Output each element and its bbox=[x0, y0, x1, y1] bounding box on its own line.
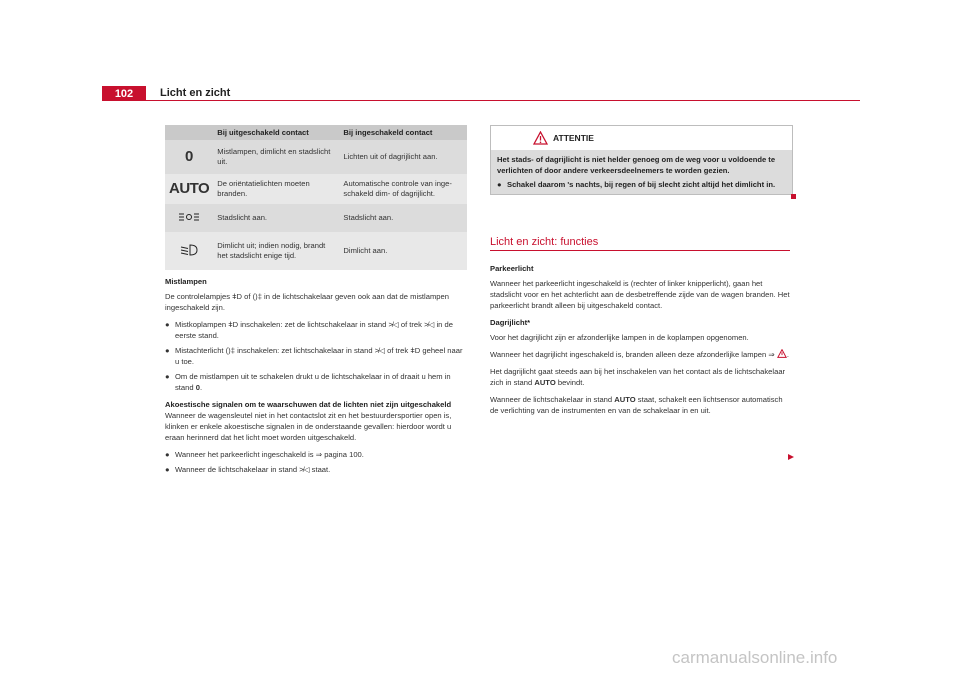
dipped-beam-icon: ǂD bbox=[410, 346, 421, 355]
warning-header bbox=[491, 126, 792, 150]
header-divider bbox=[146, 100, 860, 101]
section-end-marker bbox=[791, 194, 796, 199]
switch-off-symbol: 0 bbox=[195, 383, 200, 392]
warning-triangle-icon bbox=[777, 349, 787, 358]
dipped-beam-icon bbox=[165, 232, 213, 270]
warning-triangle-icon bbox=[533, 131, 548, 145]
table-cell-off: Dimlicht uit; indien nodig, brandt het stadslicht enige tijd. bbox=[213, 232, 339, 270]
page-number: 102 bbox=[102, 86, 146, 101]
bullet-rear-fog: ● Mistachterlicht ()‡ inschakelen: zet lichtschakelaar in stand ≯◁ of trek ǂD geheel naar u toe. bbox=[165, 346, 463, 366]
park-heading: Parkeerlicht bbox=[490, 264, 534, 273]
functions-body bbox=[490, 263, 792, 416]
table-cell-off: De oriëntatielichten moeten branden. bbox=[213, 174, 339, 204]
left-column bbox=[165, 125, 467, 475]
switch-auto-symbol: AUTO bbox=[534, 378, 556, 387]
side-light-icon: ≯◁ bbox=[299, 465, 310, 474]
light-switch-table bbox=[165, 125, 467, 270]
table-cell-on: Lichten uit of dagrijlicht aan. bbox=[339, 140, 467, 174]
table-cell-on: Automatische controle van ingeschakeld dim- of dagrijlicht. bbox=[339, 174, 467, 204]
table-row bbox=[165, 140, 467, 174]
watermark: carmanualsonline.info bbox=[672, 648, 838, 667]
day-text-2: Wanneer het dagrijlicht ingeschakeld is, branden alleen deze afzonderlijke lampen ⇒ . bbox=[490, 350, 789, 359]
table-cell-off: Stadslicht aan. bbox=[213, 204, 339, 232]
park-text: Wanneer het parkeerlicht ingeschakeld is (rechter of linker knipperlicht), gaan het stadslicht voor en het achterlicht aan de desbetreffende zijde van de wagen branden. Het parkeerlicht brandt alleen bij uitgeschakeld contact. bbox=[490, 279, 790, 310]
bullet-park-light: ● Wanneer het parkeerlicht ingeschakeld is ⇒ pagina 100. bbox=[165, 450, 364, 459]
acoustic-heading: Akoestische signalen om te waarschuwen dat de lichten niet zijn uitgeschakeld bbox=[165, 400, 452, 409]
fog-light-icon: ǂD bbox=[232, 292, 243, 301]
mist-heading: Mistlampen bbox=[165, 277, 207, 286]
fog-light-icon: ǂD bbox=[228, 320, 239, 329]
side-light-icon: ≯◁ bbox=[374, 346, 385, 355]
page-reference-link[interactable]: ⇒ pagina 100. bbox=[315, 450, 364, 459]
bullet-switch-position: ● Wanneer de lichtschakelaar in stand ≯◁ staat. bbox=[165, 465, 331, 474]
table-header-off: Bij uitgeschakeld contact bbox=[213, 125, 339, 140]
warning-body bbox=[491, 150, 792, 194]
table-row bbox=[165, 174, 467, 204]
table-header-on: Bij ingeschakeld contact bbox=[339, 125, 467, 140]
table-row bbox=[165, 204, 467, 232]
next-page-arrow-icon[interactable] bbox=[787, 453, 795, 461]
warning-box bbox=[490, 125, 793, 195]
right-column bbox=[490, 125, 793, 195]
switch-auto-symbol: AUTO bbox=[614, 395, 636, 404]
table-cell-on: Dimlicht aan. bbox=[339, 232, 467, 270]
rear-fog-icon: ()‡ bbox=[252, 292, 262, 301]
bullet-fog-off: ● Om de mistlampen uit te schakelen drukt u de lichtschakelaar in of draait u hem in stand 0. bbox=[165, 372, 451, 392]
warning-title: ATTENTIE bbox=[553, 133, 594, 143]
switch-auto-symbol: AUTO bbox=[165, 174, 213, 204]
warning-reference-link[interactable]: ⇒ bbox=[768, 350, 787, 359]
switch-pull-icon: ≯◁ bbox=[424, 320, 435, 329]
page-title: Licht en zicht bbox=[160, 87, 231, 99]
bullet-front-fog: ● Mistkoplampen ǂD inschakelen: zet de lichtschakelaar in stand ≯◁ of trek ≯◁ in de eerste stand. bbox=[165, 320, 453, 340]
table-header-symbol bbox=[165, 125, 213, 140]
day-text-3: Het dagrijlicht gaat steeds aan bij het inschakelen van het contact als de lichtschakelaar zich in stand AUTO bevindt. bbox=[490, 367, 786, 387]
mist-intro: De controlelampjes ǂD of ()‡ in de lichtschakelaar geven ook aan dat de mistlampen ingeschakeld zijn. bbox=[165, 292, 449, 312]
day-text-4: Wanneer de lichtschakelaar in stand AUTO staat, schakelt een lichtsensor automatisch de verlichting van de instrumenten en van de schakelaar in en uit. bbox=[490, 395, 783, 415]
side-light-icon bbox=[165, 204, 213, 232]
switch-off-symbol: 0 bbox=[165, 140, 213, 174]
warning-line-2: ● Schakel daarom 's nachts, bij regen of bij slecht zicht altijd het dimlicht in. bbox=[497, 180, 776, 189]
day-heading: Dagrijlicht* bbox=[490, 318, 531, 327]
day-text-1: Voor het dagrijlicht zijn er afzonderlijke lampen in de koplampen opgenomen. bbox=[490, 333, 749, 342]
acoustic-text: Wanneer de wagensleutel niet in het contactslot zit en het bestuurdersportier open is, klinken er enkele akoestische signalen in de onderstaande gevallen: hierdoor wordt u eraan herinnerd dat het licht moet worden uitgeschakeld. bbox=[165, 411, 452, 442]
section-divider bbox=[490, 250, 790, 251]
table-cell-off: Mistlampen, dimlicht en stadslicht uit. bbox=[213, 140, 339, 174]
table-cell-on: Stadslicht aan. bbox=[339, 204, 467, 232]
table-row bbox=[165, 232, 467, 270]
table-header-row bbox=[165, 125, 467, 140]
side-light-icon: ≯◁ bbox=[388, 320, 399, 329]
warning-line-1: Het stads- of dagrijlicht is niet helder genoeg om de weg voor u voldoende te verlichten of door andere verkeersdeelnemers te worden gezien. bbox=[497, 155, 776, 175]
section-title: Licht en zicht: functies bbox=[490, 236, 599, 248]
rear-fog-icon: ()‡ bbox=[225, 346, 235, 355]
